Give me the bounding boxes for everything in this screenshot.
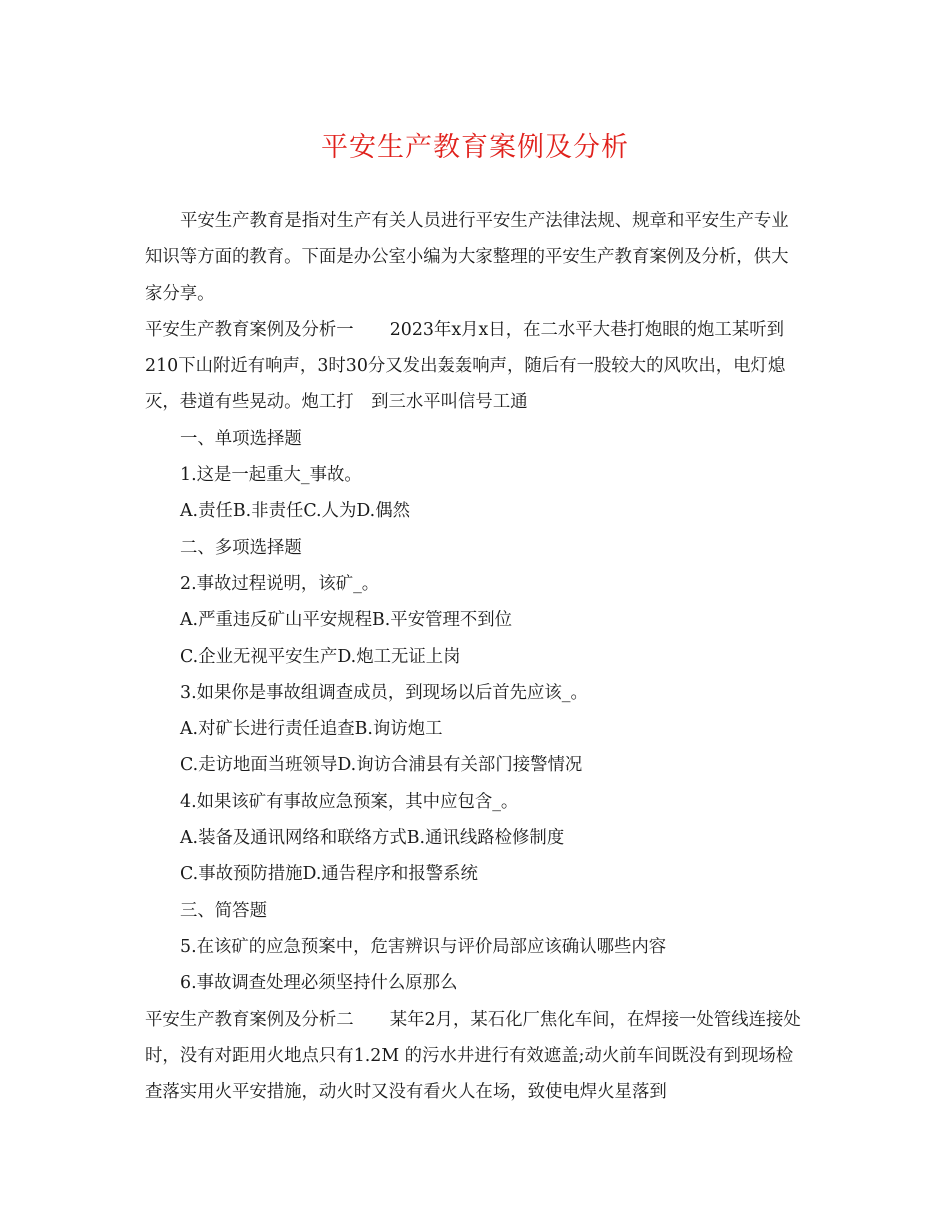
question-4: 4.如果该矿有事故应急预案，其中应包含_。 xyxy=(180,791,519,812)
case1-paragraph xyxy=(145,312,805,421)
question-2: 2.事故过程说明，该矿_。 xyxy=(180,573,380,594)
question-3-options-ab: A.对矿长进行责任追查B.询访炮工 xyxy=(180,719,443,740)
case2-text: 某年2月，某石化厂焦化车间，在焊接一处管线连接处时，没有对距用火地点只有1.2M 的污水井进行有效遮盖;动火前车间既没有到现场检查落实用火平安措施，动火时又没有看火人在场，致使电焊火星落到 xyxy=(145,1009,801,1103)
case1-heading: 平安生产教育案例及分析一 xyxy=(145,319,354,340)
intro-paragraph: 平安生产教育是指对生产有关人员进行平安生产法律法规、规章和平安生产专业知识等方面的教育。下面是办公室小编为大家整理的平安生产教育案例及分析，供大家分享。 xyxy=(145,211,789,304)
case2-heading: 平安生产教育案例及分析二 xyxy=(145,1009,354,1030)
case2-paragraph xyxy=(145,1002,805,1111)
question-1: 1.这是一起重大_事故。 xyxy=(180,465,362,486)
question-3: 3.如果你是事故组调查成员，到现场以后首先应该_。 xyxy=(180,682,588,703)
section-heading-short-answer: 三、简答题 xyxy=(180,900,267,921)
question-6: 6.事故调查处理必须坚持什么原那么 xyxy=(180,973,458,994)
question-4-options-cd: C.事故预防措施D.通告程序和报警系统 xyxy=(180,864,478,885)
question-2-options-ab: A.严重违反矿山平安规程B.平安管理不到位 xyxy=(180,610,513,631)
document-title: 平安生产教育案例及分析 xyxy=(321,132,629,163)
question-3-options-cd: C.走访地面当班领导D.询访合浦县有关部门接警情况 xyxy=(180,755,583,776)
document-body xyxy=(145,203,805,1110)
question-2-options-cd: C.企业无视平安生产D.炮工无证上岗 xyxy=(180,646,461,667)
question-1-options: A.责任B.非责任C.人为D.偶然 xyxy=(180,501,410,522)
question-5: 5.在该矿的应急预案中，危害辨识与评价局部应该确认哪些内容 xyxy=(180,936,667,957)
question-4-options-ab: A.装备及通讯网络和联络方式B.通讯线路检修制度 xyxy=(180,828,565,849)
section-heading-multi-choice: 二、多项选择题 xyxy=(180,537,302,558)
case1-text: 2023年x月x日，在二水平大巷打炮眼的炮工某听到210下山附近有响声，3时30分又发出轰轰响声，随后有一股较大的风吹出，电灯熄灭，巷道有些晃动。炮工打 到三水平叫信号工通 xyxy=(145,319,786,413)
section-heading-single-choice: 一、单项选择题 xyxy=(180,428,302,449)
